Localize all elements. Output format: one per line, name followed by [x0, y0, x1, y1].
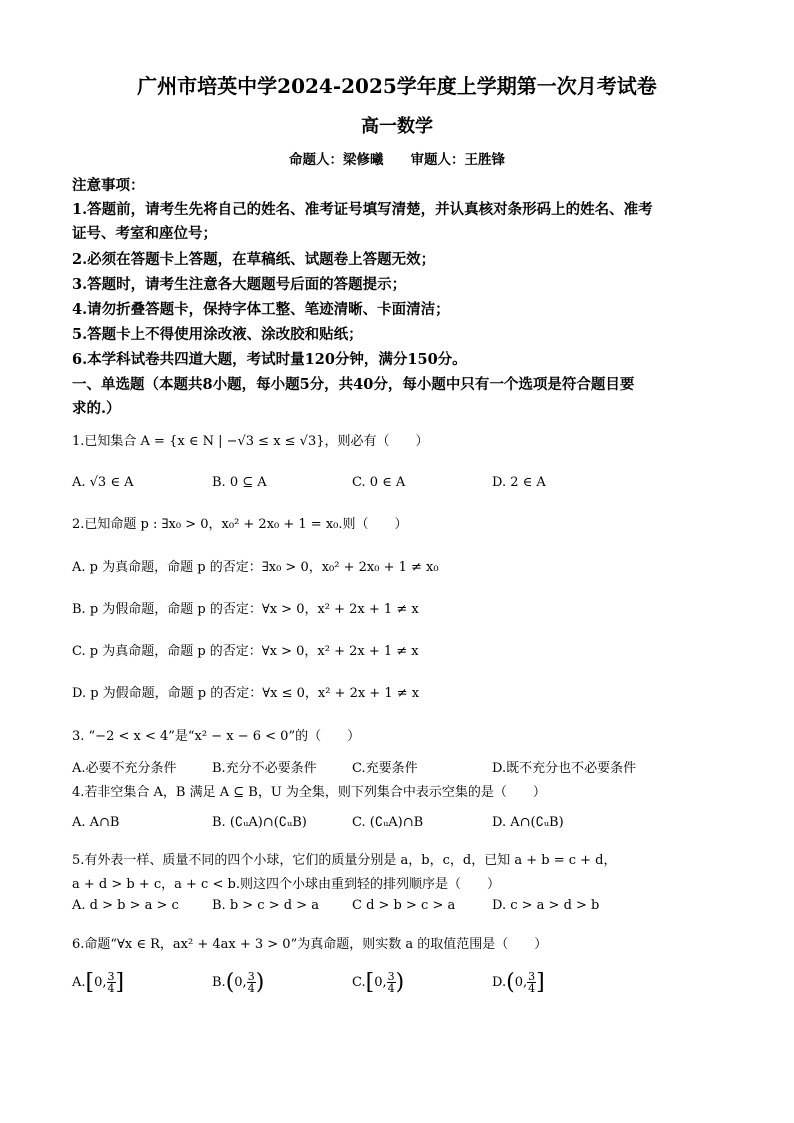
notice-item-6: 6.本学科试卷共四道大题，考试时量120分钟，满分150分。	[72, 351, 467, 368]
q1-option-a: A. √3 ∈ A	[72, 475, 134, 490]
q2-option-b: B. p 为假命题，命题 p 的否定：∀x > 0，x² + 2x + 1 ≠ x	[72, 602, 419, 617]
q3-option-d: D.既不充分也不必要条件	[492, 761, 637, 776]
q2-option-a: A. p 为真命题，命题 p 的否定：∃x₀ > 0，x₀² + 2x₀ + 1 ≠ x₀	[72, 560, 439, 575]
section-heading-1: 一、单选题（本题共8小题，每小题5分，共40分，每小题中只有一个选项是符合题目要	[72, 376, 635, 393]
q6-d-left-paren: (	[506, 970, 515, 995]
q3-option-a: A.必要不充分条件	[72, 761, 177, 776]
notice-item-1a: 1.答题前，请考生先将自己的姓名、准考证号填写清楚，并认真核对条形码上的姓名、准考	[72, 201, 653, 218]
q2-option-d: D. p 为假命题，命题 p 的否定：∀x ≤ 0，x² + 2x + 1 ≠ x	[72, 686, 420, 701]
notice-item-1b: 证号、考室和座位号；	[72, 225, 217, 242]
q6-c-zero: 0,	[374, 975, 387, 990]
q5-option-c: C d > b > c > a	[352, 898, 456, 913]
q6-b-right-paren: )	[255, 970, 265, 995]
q3-option-b: B.充分不必要条件	[212, 761, 317, 776]
question-1-stem: 1.已知集合 A = {x ∈ N | −√3 ≤ x ≤ √3}，则必有（ ）	[72, 434, 429, 449]
q6-option-b	[212, 970, 264, 995]
q4-option-a: A. A∩B	[72, 815, 120, 830]
authors-line: 命题人：梁修曦 审题人：王胜锋	[289, 152, 505, 168]
q6-option-a	[72, 970, 124, 995]
q6-a-fraction	[107, 971, 116, 994]
q4-option-b: B. (∁ᵤA)∩(∁ᵤB)	[212, 815, 307, 830]
q6-d-denominator: 4	[528, 982, 536, 995]
q6-a-zero: 0,	[94, 975, 107, 990]
q6-option-c-label: C.	[352, 975, 366, 990]
q5-option-d: D. c > a > d > b	[492, 898, 600, 913]
q6-b-zero: 0,	[234, 975, 247, 990]
q6-a-left-bracket: [	[85, 970, 95, 995]
q6-option-d	[492, 970, 545, 995]
notice-heading: 注意事项：	[72, 177, 145, 194]
q6-b-numerator: 3	[247, 970, 255, 983]
q4-option-d: D. A∩(∁ᵤB)	[492, 815, 564, 830]
exam-title: 广州市培英中学2024-2025学年度上学期第一次月考试卷	[137, 74, 657, 98]
question-3-stem: 3. “−2 < x < 4”是“x² − x − 6 < 0”的（ ）	[72, 729, 361, 744]
q5-option-b: B. b > c > d > a	[212, 898, 319, 913]
question-6-stem: 6.命题“∀x ∈ R，ax² + 4ax + 3 > 0”为真命题，则实数 a 的取值范围是（ ）	[72, 937, 548, 952]
q6-b-fraction	[247, 971, 256, 994]
notice-item-3: 3.答题时，请考生注意各大题题号后面的答题提示；	[72, 276, 407, 293]
q6-option-a-label: A.	[72, 975, 86, 990]
q6-d-right-bracket: ]	[536, 970, 545, 995]
q6-b-left-paren: (	[225, 970, 235, 995]
notice-item-2: 2.必须在答题卡上答题，在草稿纸、试题卷上答题无效；	[72, 251, 436, 268]
q6-option-c	[352, 970, 404, 995]
q5-option-a: A. d > b > a > c	[72, 898, 179, 913]
q1-option-b: B. 0 ⊆ A	[212, 475, 267, 490]
notice-item-5: 5.答题卡上不得使用涂改液、涂改胶和贴纸；	[72, 326, 363, 343]
q6-d-zero: 0,	[514, 975, 528, 990]
q6-option-d-label: D.	[492, 975, 507, 990]
q1-option-c: C. 0 ∈ A	[352, 475, 406, 490]
q6-c-fraction	[387, 971, 396, 994]
q6-a-right-bracket: ]	[115, 970, 125, 995]
q4-option-c: C. (∁ᵤA)∩B	[352, 815, 424, 830]
q6-c-denominator: 4	[387, 982, 395, 995]
section-heading-2: 求的.）	[72, 400, 121, 417]
question-2-stem: 2.已知命题 p : ∃x₀ > 0，x₀² + 2x₀ + 1 = x₀.则（ ）	[72, 517, 408, 532]
question-5-line-1: 5.有外表一样、质量不同的四个小球，它们的质量分别是 a，b，c，d，已知 a + b = c + d，	[72, 853, 617, 868]
notice-item-4: 4.请勿折叠答题卡，保持字体工整、笔迹清晰、卡面清洁；	[72, 301, 450, 318]
q2-option-c: C. p 为真命题，命题 p 的否定：∀x > 0，x² + 2x + 1 ≠ x	[72, 644, 419, 659]
q1-option-d: D. 2 ∈ A	[492, 475, 546, 490]
q6-d-fraction	[527, 971, 536, 994]
question-5-line-2: a + d > b + c，a + c < b.则这四个小球由重到轻的排列顺序是（ ）	[72, 877, 500, 892]
q6-b-denominator: 4	[247, 982, 255, 995]
q6-c-left-bracket: [	[365, 970, 375, 995]
q3-option-c: C.充要条件	[352, 761, 418, 776]
q6-a-numerator: 3	[107, 970, 115, 983]
q6-c-right-paren: )	[395, 970, 405, 995]
q6-option-b-label: B.	[212, 975, 226, 990]
q6-d-numerator: 3	[528, 970, 536, 983]
q6-a-denominator: 4	[107, 982, 115, 995]
subject-title: 高一数学	[361, 116, 433, 137]
q6-c-numerator: 3	[387, 970, 395, 983]
question-4-stem: 4.若非空集合 A，B 满足 A ⊆ B，U 为全集，则下列集合中表示空集的是（ ）	[72, 785, 546, 800]
